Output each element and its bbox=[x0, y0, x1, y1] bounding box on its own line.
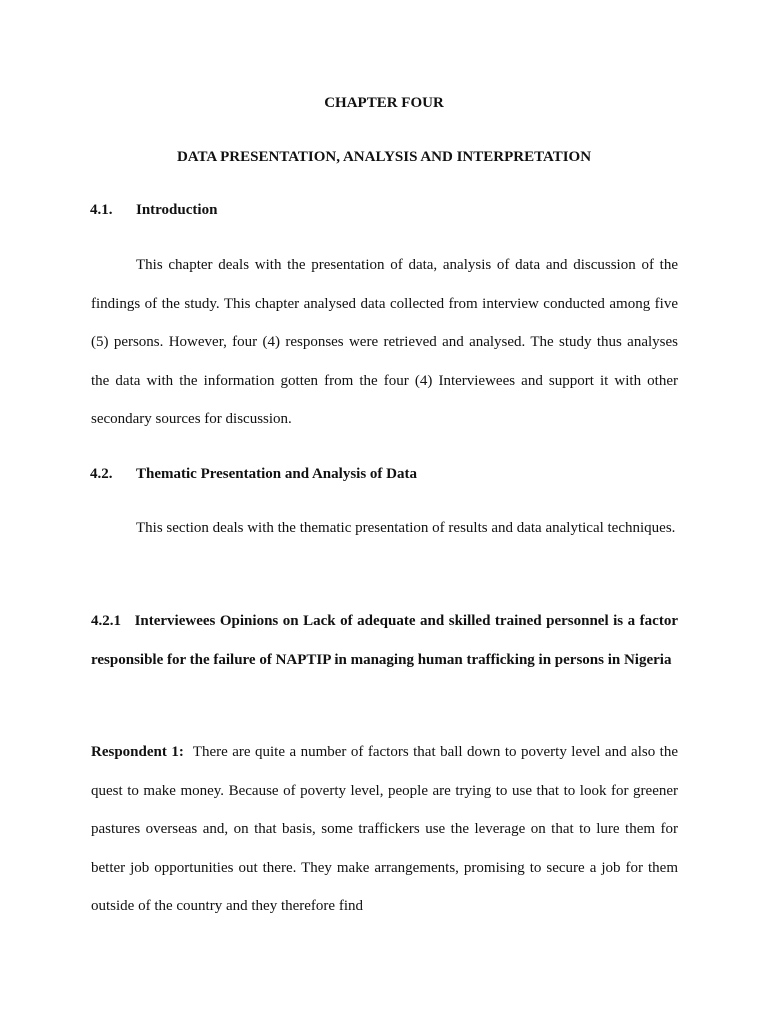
section-4-2-heading bbox=[90, 464, 680, 484]
respondent-text: There are quite a number of factors that ball down to poverty level and also the quest to make money. Because of poverty level, people are trying to use that to look for greener pastures overseas and, on that basis, some traffickers use the leverage on that to lure them for better job opportunities out there. They make arrangements, promising to secure a job for them outside of the country and they therefore find bbox=[91, 744, 679, 915]
thematic-paragraph: This section deals with the thematic presentation of results and data analytical techniques. bbox=[136, 520, 676, 536]
section-number: 4.1. bbox=[90, 202, 113, 218]
section-title: Interviewees Opinions on Lack of adequate and skilled trained personnel is a factor responsible for the failure of NAPTIP in managing human trafficking in persons in Nigeria bbox=[91, 613, 678, 668]
section-title: Thematic Presentation and Analysis of Data bbox=[136, 466, 417, 482]
section-number: 4.2.1 bbox=[91, 613, 121, 629]
chapter-title: CHAPTER FOUR bbox=[324, 95, 444, 111]
introduction-paragraph: This chapter deals with the presentation of data, analysis of data and discussion of the findings of the study. This chapter analysed data collected from interview conducted among five (5) persons. However, four (4) responses were retrieved and analysed. The study thus analyses the data with the information gotten from the four (4) Interviewees and support it with other secondary sources for discussion. bbox=[91, 257, 678, 428]
respondent-label: Respondent 1: bbox=[91, 744, 184, 760]
section-4-1-heading bbox=[90, 200, 680, 220]
section-4-2-1-heading bbox=[91, 602, 678, 679]
chapter-subtitle: DATA PRESENTATION, ANALYSIS AND INTERPRETATION bbox=[176, 149, 592, 165]
respondent-1-paragraph bbox=[91, 733, 678, 926]
section-number: 4.2. bbox=[90, 466, 113, 482]
section-title: Introduction bbox=[136, 202, 218, 218]
